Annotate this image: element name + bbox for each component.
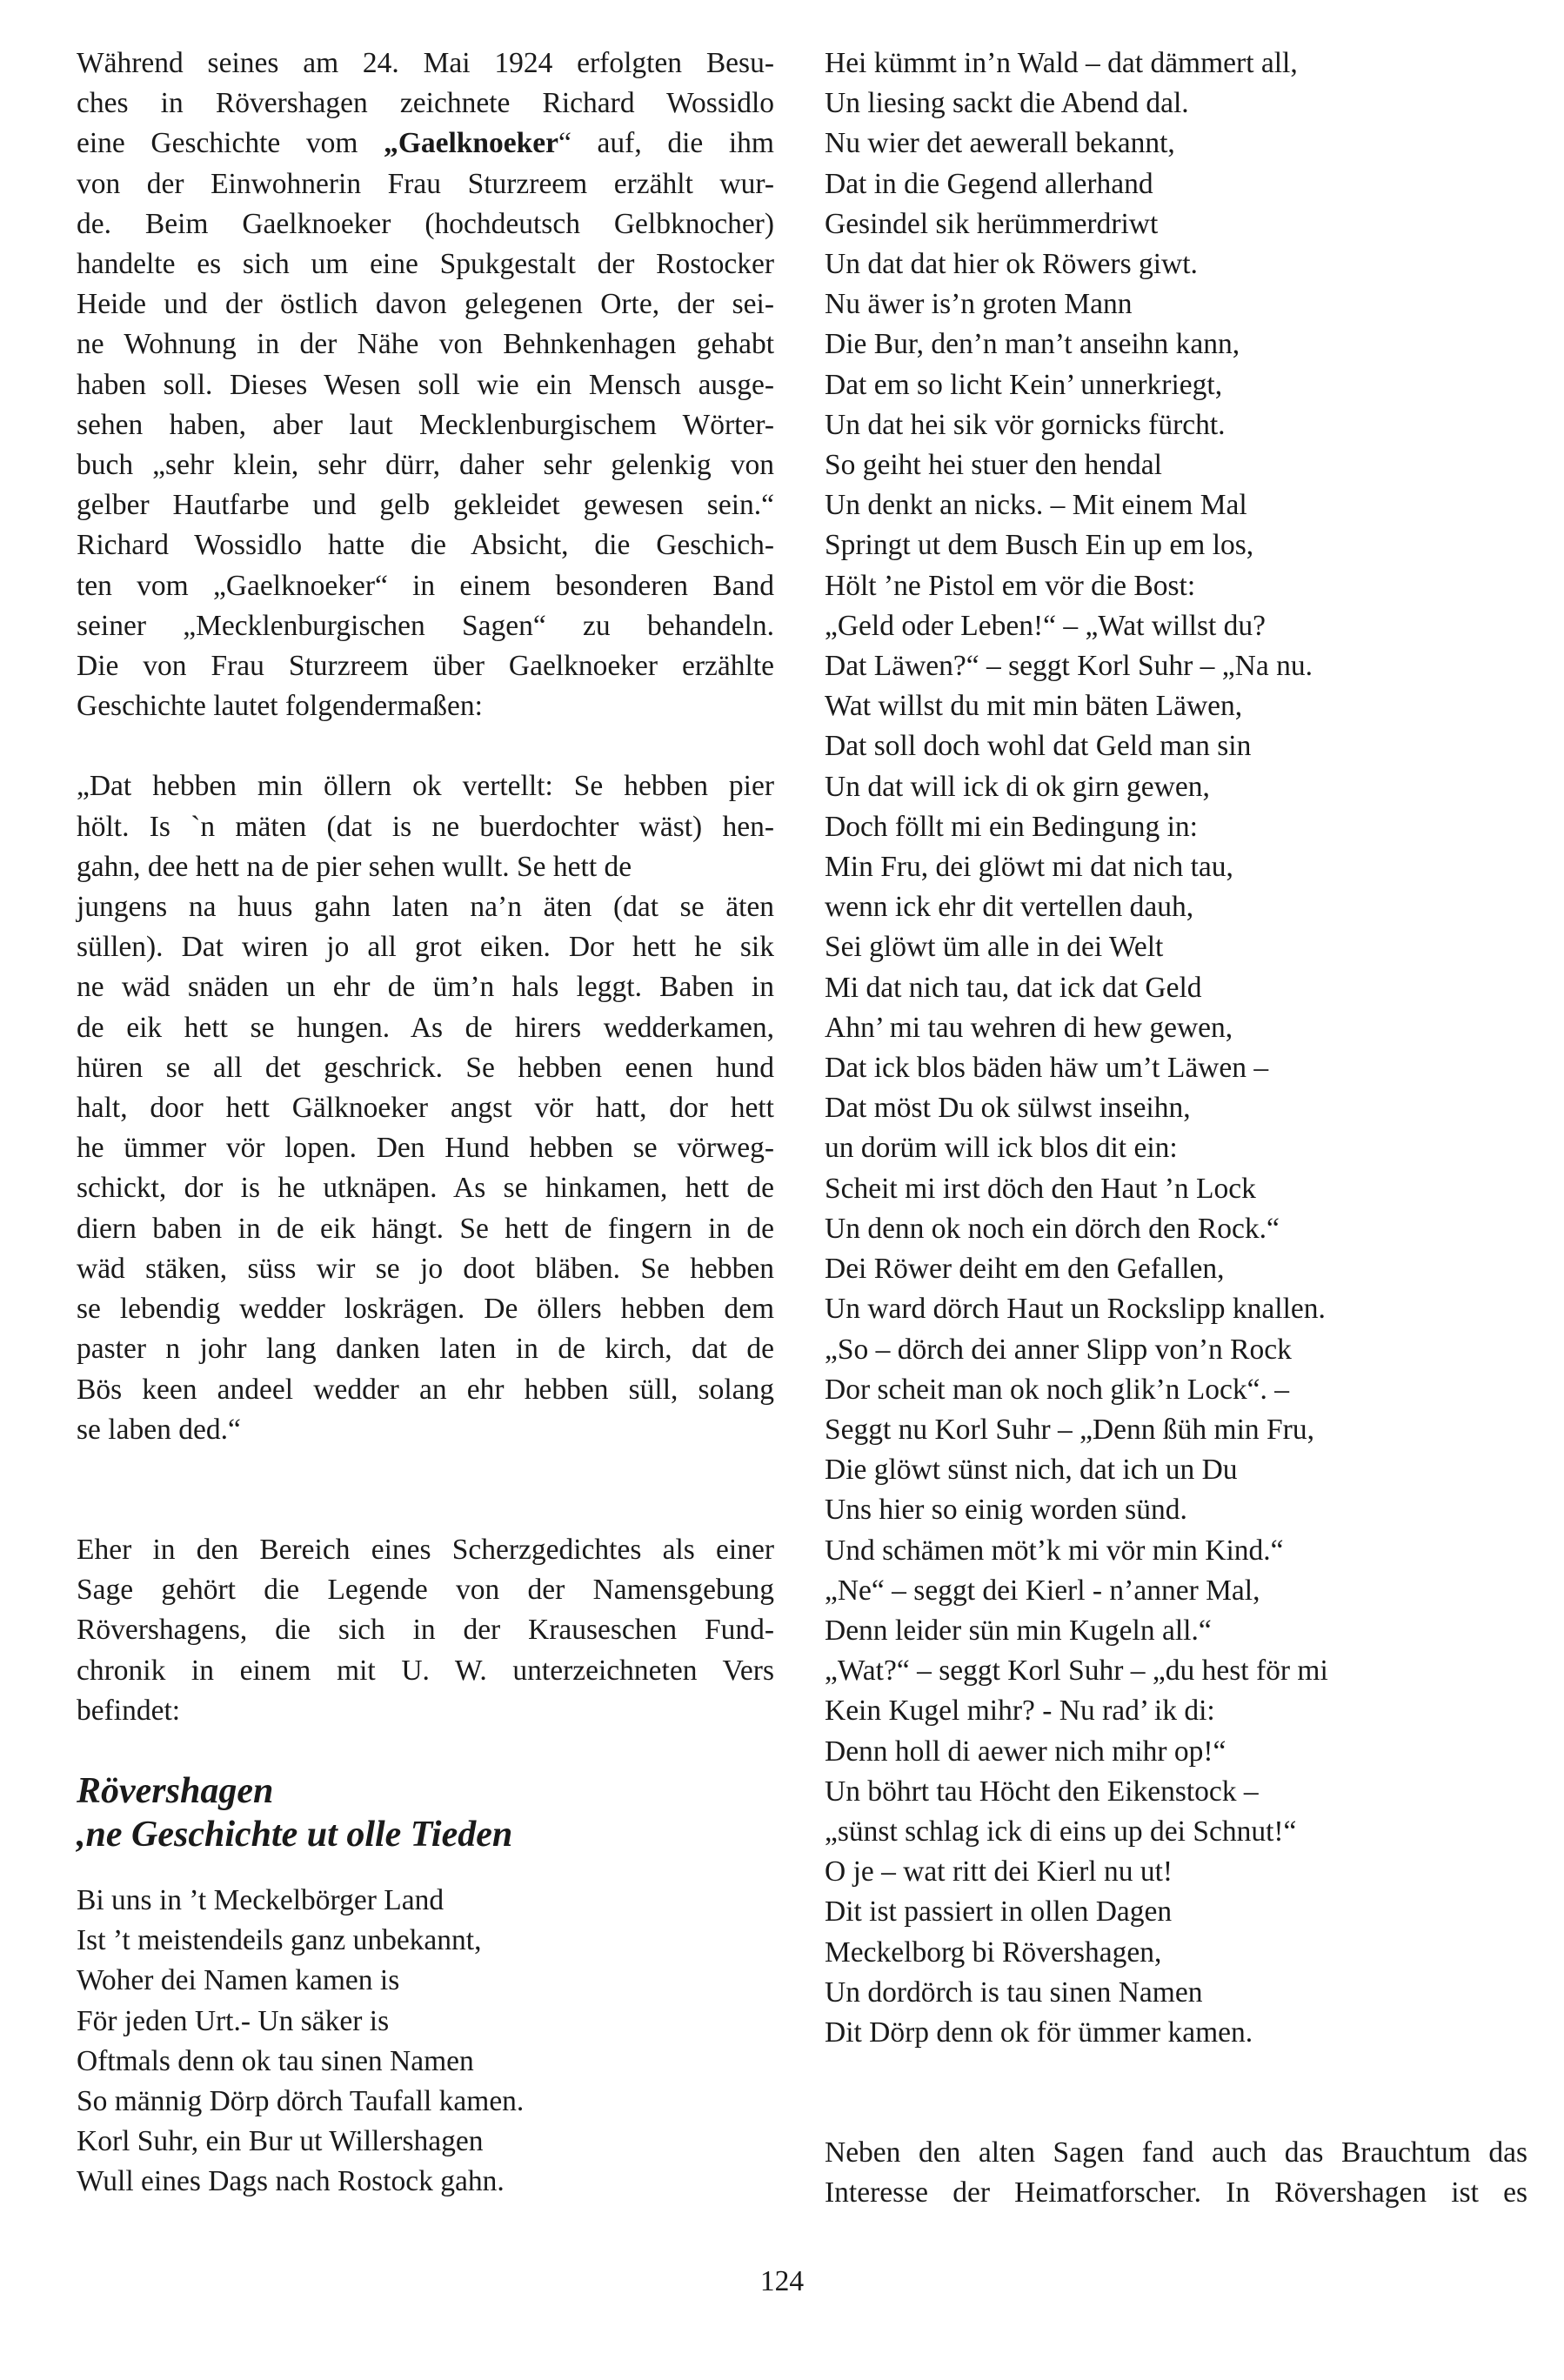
text-line: wäd stäken, süss wir se jo doot bläben. Se hebben: [77, 1252, 774, 1285]
verse-line: Und schämen möt’k mi vör min Kind.“: [825, 1534, 1284, 1567]
verse-line: So männig Dörp dörch Taufall kamen.: [77, 2084, 525, 2117]
verse-line: Gesindel sik herümmerdriwt: [825, 207, 1159, 240]
verse-line: Denn holl di aewer nich mihr op!“: [825, 1735, 1226, 1768]
text-line: [77, 124, 774, 164]
verse-line: Un dat hei sik vör gornicks fürcht.: [825, 408, 1226, 441]
verse-line: Dat em so licht Kein’ unnerkriegt,: [825, 368, 1223, 401]
text-line: se lebendig wedder loskrägen. De öllers hebben dem: [77, 1293, 774, 1326]
text-line: gelber Hautfarbe und gelb gekleidet gewesen sein.“: [77, 489, 774, 522]
verse-line: Sei glöwt üm alle in dei Welt: [825, 931, 1164, 964]
text-line: Rövershagens, die sich in der Krauseschen Fund-: [77, 1614, 774, 1647]
verse-line: Un böhrt tau Höcht den Eikenstock –: [825, 1775, 1259, 1808]
verse-line: Un dat dat hier ok Röwers giwt.: [825, 248, 1198, 281]
verse-line: Oftmals denn ok tau sinen Namen: [77, 2044, 474, 2077]
text-line: jungens na huus gahn laten na’n äten (dat se äten: [77, 891, 774, 924]
verse-line: O je – wat ritt dei Kierl nu ut!: [825, 1855, 1173, 1889]
verse-line: „So – dörch dei anner Slipp von’n Rock: [825, 1333, 1292, 1366]
text-line: „Dat hebben min öllern ok vertellt: Se hebben pier: [77, 770, 774, 803]
intro-paragraph: [77, 43, 774, 726]
text-line: Neben den alten Sagen fand auch das Brauchtum das: [825, 2136, 1527, 2169]
verse-line: För jeden Urt.- Un säker is: [77, 2004, 390, 2037]
poem-continuation: [825, 43, 1527, 2053]
verse-line: Un dordörch is tau sinen Namen: [825, 1976, 1203, 2009]
right-column: [825, 43, 1527, 2214]
text-line: befindet:: [77, 1694, 181, 1727]
text-line: Geschichte lautet folgendermaßen:: [77, 690, 483, 723]
verse-line: Bi uns in ’t Meckelbörger Land: [77, 1883, 444, 1916]
verse-line: Seggt nu Korl Suhr – „Denn ßüh min Fru,: [825, 1413, 1314, 1446]
verse-line: Dat in die Gegend allerhand: [825, 167, 1153, 200]
text-line: Sage gehört die Legende von der Namensgebung: [77, 1574, 774, 1607]
verse-line: Ahn’ mi tau wehren di hew gewen,: [825, 1011, 1233, 1044]
verse-line: Dat Läwen?“ – seggt Korl Suhr – „Na nu.: [825, 650, 1313, 683]
poem-stanza-start: [77, 1881, 774, 2203]
verse-line: Un ward dörch Haut un Rockslipp knallen.: [825, 1293, 1326, 1326]
page-number: 124: [759, 2265, 805, 2297]
verse-line: Ist ’t meistendeils ganz unbekannt,: [77, 1924, 482, 1957]
text-line: hölt. Is `n mäten (dat is ne buerdochter wäst) hen-: [77, 810, 774, 843]
verse-line: Dei Röwer deiht em den Gefallen,: [825, 1253, 1225, 1286]
scherzgedicht-paragraph: [77, 1530, 774, 1731]
text-line: ne wäd snäden un ehr de üm’n hals leggt. Baben in: [77, 971, 774, 1004]
text-line: haben soll. Dieses Wesen soll wie ein Mensch ausge-: [77, 368, 774, 401]
text-line: se laben ded.“: [77, 1413, 241, 1446]
verse-line: Scheit mi irst döch den Haut ’n Lock: [825, 1172, 1256, 1205]
text-line: de. Beim Gaelknoeker (hochdeutsch Gelbknocher): [77, 207, 774, 240]
verse-line: Nu wier det aewerall bekannt,: [825, 127, 1175, 160]
left-column: [77, 43, 774, 2203]
text-line: diern baben in de eik hängt. Se hett de fingern in de: [77, 1212, 774, 1245]
verse-line: Dor scheit man ok noch glik’n Lock“. –: [825, 1373, 1290, 1406]
text-line: Heide und der östlich davon gelegenen Orte, der sei-: [77, 288, 774, 321]
text-line: von der Einwohnerin Frau Sturzreem erzählt wur-: [77, 167, 774, 200]
text-line: Die von Frau Sturzreem über Gaelknoeker erzählte: [77, 650, 774, 683]
text-line: süllen). Dat wiren jo all grot eiken. Dor hett he sik: [77, 931, 774, 964]
text-line: Interesse der Heimatforscher. In Rövershagen ist es: [825, 2176, 1527, 2210]
text-line: de eik hett se hungen. As de hirers wedderkamen,: [77, 1011, 774, 1044]
verse-line: Un liesing sackt die Abend dal.: [825, 87, 1189, 120]
verse-line: Dat soll doch wohl dat Geld man sin: [825, 730, 1252, 763]
verse-line: Un denkt an nicks. – Mit einem Mal: [825, 489, 1247, 522]
verse-line: Mi dat nich tau, dat ick dat Geld: [825, 971, 1202, 1004]
verse-line: Un denn ok noch ein dörch den Rock.“: [825, 1212, 1280, 1245]
verse-line: un dorüm will ick blos dit ein:: [825, 1132, 1178, 1165]
text-line: ne Wohnung in der Nähe von Behnkenhagen gehabt: [77, 328, 774, 361]
verse-line: Un dat will ick di ok girn gewen,: [825, 770, 1210, 803]
verse-line: Wat willst du mit min bäten Läwen,: [825, 690, 1243, 723]
verse-line: Korl Suhr, ein Bur ut Willershagen: [77, 2125, 484, 2158]
text-line: schickt, dor is he utknäpen. As se hinkamen, hett de: [77, 1172, 774, 1205]
heading-line: Rövershagen: [77, 1770, 274, 1811]
verse-line: Nu äwer is’n groten Mann: [825, 288, 1133, 321]
verse-line: Min Fru, dei glöwt mi dat nich tau,: [825, 851, 1233, 884]
text-line: handelte es sich um eine Spukgestalt der Rostocker: [77, 248, 774, 281]
verse-line: „sünst schlag ick di eins up dei Schnut!“: [825, 1815, 1297, 1848]
text-line: ches in Rövershagen zeichnete Richard Wossidlo: [77, 87, 774, 120]
text-line: paster n johr lang danken laten in de kirch, dat de: [77, 1333, 774, 1366]
text-line: gahn, dee hett na de pier sehen wullt. Se hett de: [77, 850, 632, 883]
verse-line: Hei kümmt in’n Wald – dat dämmert all,: [825, 47, 1298, 79]
text-line: hüren se all det geschrick. Se hebben eenen hund: [77, 1051, 774, 1084]
verse-line: Meckelborg bi Rövershagen,: [825, 1935, 1162, 1969]
text-line: halt, door hett Gälknoeker angst vör hatt, dor hett: [77, 1092, 774, 1125]
verse-line: wenn ick ehr dit vertellen dauh,: [825, 891, 1194, 924]
text-line: seiner „Mecklenburgischen Sagen“ zu behandeln.: [77, 609, 774, 642]
brauchtum-paragraph: [825, 2133, 1527, 2213]
verse-line: Dit ist passiert in ollen Dagen: [825, 1895, 1173, 1929]
verse-line: Woher dei Namen kamen is: [77, 1964, 400, 1997]
verse-line: Doch föllt mi ein Bedingung in:: [825, 810, 1198, 843]
verse-line: Dat ick blos bäden häw um’t Läwen –: [825, 1052, 1269, 1085]
verse-line: Die glöwt sünst nich, dat ich un Du: [825, 1454, 1238, 1487]
text-line: Richard Wossidlo hatte die Absicht, die Geschich-: [77, 529, 774, 562]
text-line: buch „sehr klein, sehr dürr, daher sehr gelenkig von: [77, 449, 774, 482]
verse-line: Die Bur, den’n man’t anseihn kann,: [825, 328, 1240, 361]
verse-line: Springt ut dem Busch Ein up em los,: [825, 529, 1254, 562]
text-line: he ümmer vör lopen. Den Hund hebben se vörweg-: [77, 1132, 774, 1165]
verse-line: Uns hier so einig worden sünd.: [825, 1494, 1187, 1527]
heading-line: ,ne Geschichte ut olle Tieden: [77, 1814, 513, 1855]
verse-line: Wull eines Dags nach Rostock gahn.: [77, 2165, 505, 2198]
verse-line: „Geld oder Leben!“ – „Wat willst du?: [825, 609, 1267, 642]
text-line: Bös keen andeel wedder an ehr hebben süll, solang: [77, 1373, 774, 1406]
verse-line: Hölt ’ne Pistol em vör die Bost:: [825, 569, 1196, 602]
text-line: sehen haben, aber laut Mecklenburgischem Wörter-: [77, 408, 774, 441]
text-fragment: eine Geschichte vom: [77, 127, 384, 160]
verse-line: „Ne“ – seggt dei Kierl - n’anner Mal,: [825, 1574, 1260, 1607]
verse-line: Dit Dörp denn ok för ümmer kamen.: [825, 2016, 1253, 2049]
text-line: Während seines am 24. Mai 1924 erfolgten Besu-: [77, 47, 774, 79]
bold-term: „Gaelknoeker: [384, 127, 559, 160]
verse-line: Denn leider sün min Kugeln all.“: [825, 1614, 1212, 1647]
text-line: chronik in einem mit U. W. unterzeichneten Vers: [77, 1654, 774, 1687]
verse-line: Kein Kugel mihr? - Nu rad’ ik di:: [825, 1695, 1215, 1728]
verse-line: „Wat?“ – seggt Korl Suhr – „du hest för mi: [825, 1655, 1328, 1688]
verse-line: So geiht hei stuer den hendal: [825, 449, 1162, 482]
text-line: Eher in den Bereich eines Scherzgedichtes als einer: [77, 1533, 774, 1566]
text-fragment: “ auf, die ihm: [558, 127, 774, 160]
dialect-quote-paragraph: [77, 766, 774, 1449]
text-line: ten vom „Gaelknoeker“ in einem besonderen Band: [77, 569, 774, 602]
verse-line: Dat möst Du ok sülwst inseihn,: [825, 1092, 1191, 1125]
poem-heading: [77, 1769, 774, 1856]
